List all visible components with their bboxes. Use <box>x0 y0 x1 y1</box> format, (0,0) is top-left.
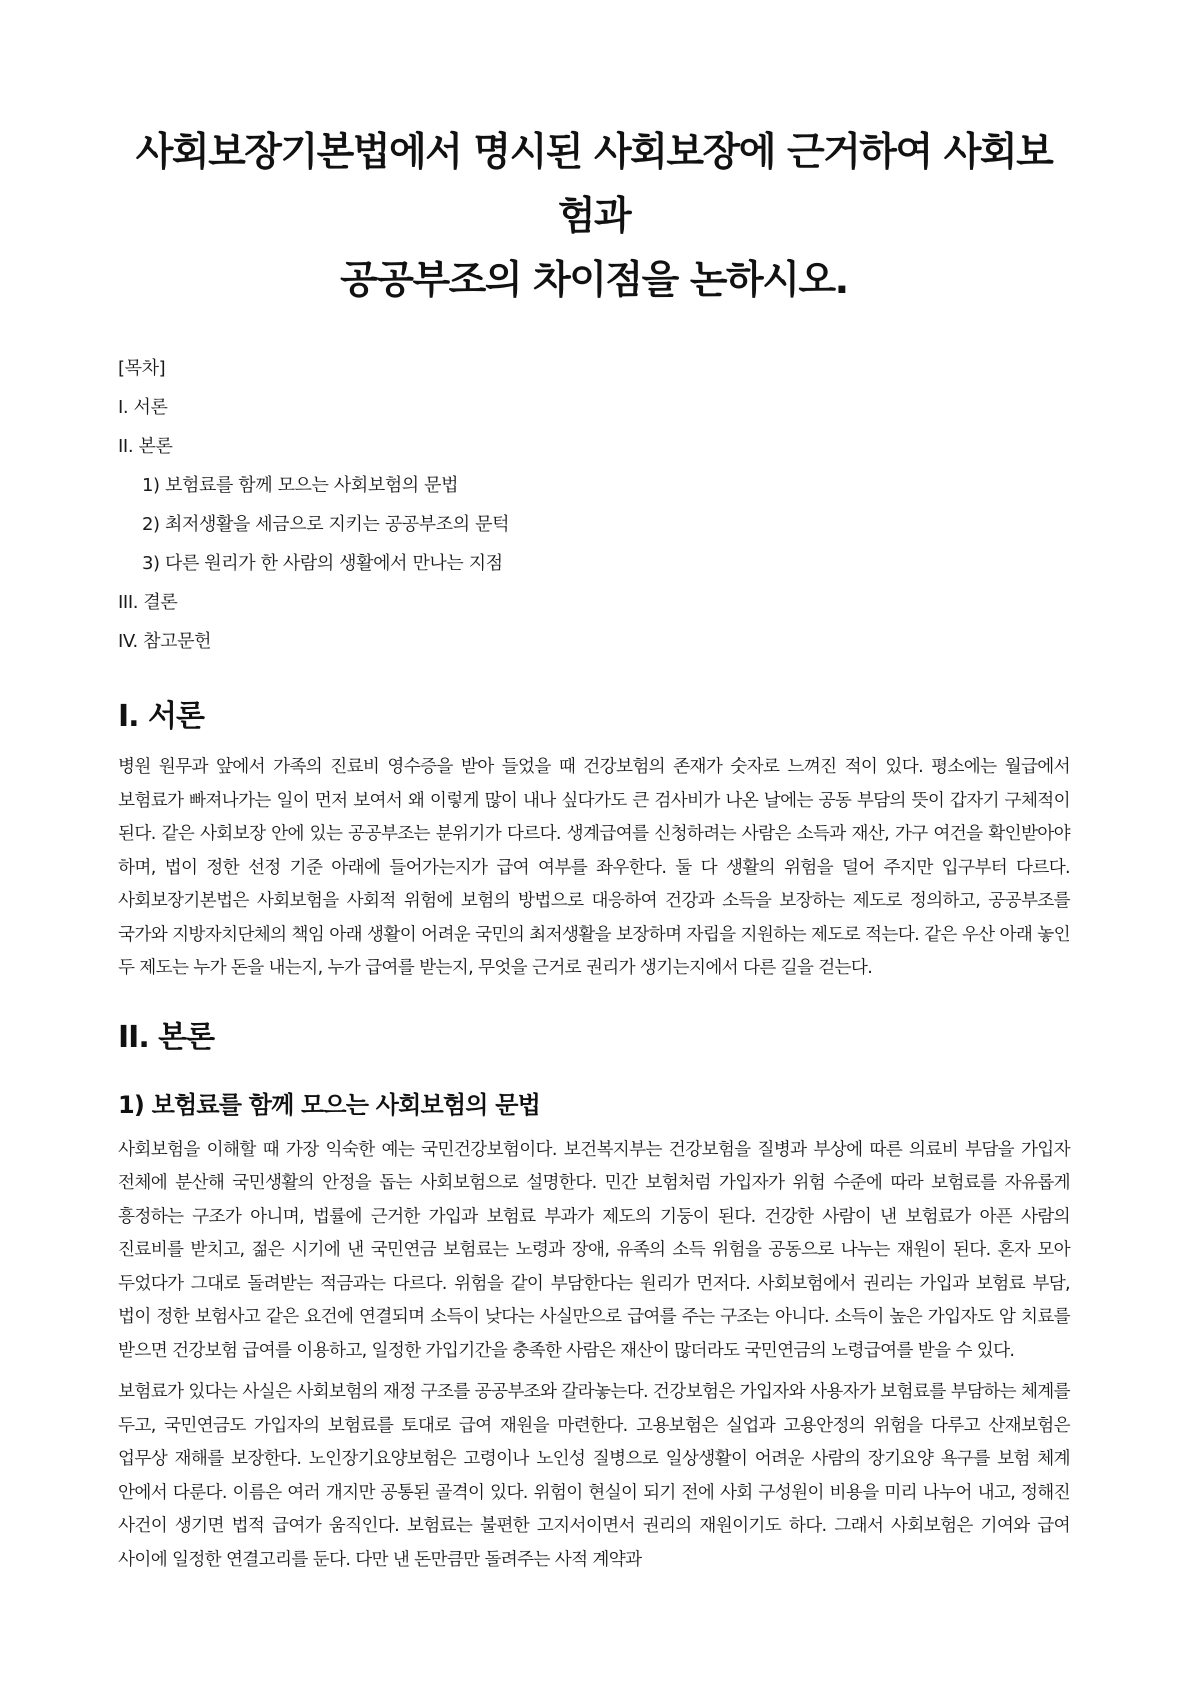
toc-item-references: IV. 참고문헌 <box>118 631 212 652</box>
table-of-contents <box>118 349 1070 661</box>
toc-heading: [목차] <box>118 358 166 379</box>
section-heading-body: II. 본론 <box>118 1019 215 1055</box>
intro-paragraph: 병원 원무과 앞에서 가족의 진료비 영수증을 받아 들었을 때 건강보험의 존재가 숫자로 느껴진 적이 있다. 평소에는 월급에서 보험료가 빠져나가는 일이 먼저 보여서 왜 이렇게 많이 내나 싶다가도 큰 검사비가 나온 날에는 공동 부담의 뜻이 갑자기 구체적이 된다. 같은 사회보장 안에 있는 공공부조는 분위기가 다르다. 생계급여를 신청하려는 사람은 소득과 재산, 가구 여건을 확인받아야 하며, 법이 정한 선정 기준 아래에 들어가는지가 급여 여부를 좌우한다. 둘 다 생활의 위험을 덜어 주지만 입구부터 다르다. 사회보장기본법은 사회보험을 사회적 위험에 보험의 방법으로 대응하여 건강과 소득을 보장하는 제도로 정의하고, 공공부조를 국가와 지방자치단체의 책임 아래 생활이 어려운 국민의 최저생활을 보장하며 자립을 지원하는 제도로 적는다. 같은 우산 아래 놓인 두 제도는 누가 돈을 내는지, 누가 급여를 받는지, 무엇을 근거로 권리가 생기는지에서 다른 길을 걷는다. <box>118 757 1070 978</box>
toc-item-body-3: 3) 다른 원리가 한 사람의 생활에서 만나는 지점 <box>142 553 503 574</box>
toc-item-conclusion: III. 결론 <box>118 592 178 613</box>
toc-item-body: II. 본론 <box>118 436 173 457</box>
toc-item-intro: I. 서론 <box>118 397 168 418</box>
subsection-1-paragraph-2: 보험료가 있다는 사실은 사회보험의 재정 구조를 공공부조와 갈라놓는다. 건강보험은 가입자와 사용자가 보험료를 부담하는 체계를 두고, 국민연금도 가입자의 보험료를 토대로 급여 재원을 마련한다. 고용보험은 실업과 고용안정의 위험을 다루고 산재보험은 업무상 재해를 보장한다. 노인장기요양보험은 고령이나 노인성 질병으로 일상생활이 어려운 사람의 장기요양 욕구를 보험 체계 안에서 다룬다. 이름은 여러 개지만 공통된 골격이 있다. 위험이 현실이 되기 전에 사회 구성원이 비용을 미리 나누어 내고, 정해진 사건이 생기면 법적 급여가 움직인다. 보험료는 불편한 고지서이면서 권리의 재원이기도 하다. 그래서 사회보험은 기여와 급여 사이에 일정한 연결고리를 둔다. 다만 낸 돈만큼만 돌려주는 사적 계약과 <box>118 1382 1070 1570</box>
document-title <box>118 121 1070 313</box>
subsection-heading-1: 1) 보험료를 함께 모으는 사회보험의 문법 <box>118 1090 540 1119</box>
toc-item-body-2: 2) 최저생활을 세금으로 지키는 공공부조의 문턱 <box>142 514 510 535</box>
toc-item-body-1: 1) 보험료를 함께 모으는 사회보험의 문법 <box>142 475 459 496</box>
title-line-2: 공공부조의 차이점을 논하시오. <box>340 258 848 303</box>
section-heading-intro: I. 서론 <box>118 699 204 734</box>
title-line-1: 사회보장기본법에서 명시된 사회보장에 근거하여 사회보험과 <box>135 130 1053 239</box>
subsection-1-paragraph-1: 사회보험을 이해할 때 가장 익숙한 예는 국민건강보험이다. 보건복지부는 건강보험을 질병과 부상에 따른 의료비 부담을 가입자 전체에 분산해 국민생활의 안정을 돕는 사회보험으로 설명한다. 민간 보험처럼 가입자가 위험 수준에 따라 보험료를 자유롭게 흥정하는 구조가 아니며, 법률에 근거한 가입과 보험료 부과가 제도의 기둥이 된다. 건강한 사람이 낸 보험료가 아픈 사람의 진료비를 받치고, 젊은 시기에 낸 국민연금 보험료는 노령과 장애, 유족의 소득 위험을 공동으로 나누는 재원이 된다. 혼자 모아 두었다가 그대로 돌려받는 적금과는 다르다. 위험을 같이 부담한다는 원리가 먼저다. 사회보험에서 권리는 가입과 보험료 부담, 법이 정한 보험사고 같은 요건에 연결되며 소득이 낮다는 사실만으로 급여를 주는 구조는 아니다. 소득이 높은 가입자도 암 치료를 받으면 건강보험 급여를 이용하고, 일정한 가입기간을 충족한 사람은 재산이 많더라도 국민연금의 노령급여를 받을 수 있다. <box>118 1139 1070 1361</box>
